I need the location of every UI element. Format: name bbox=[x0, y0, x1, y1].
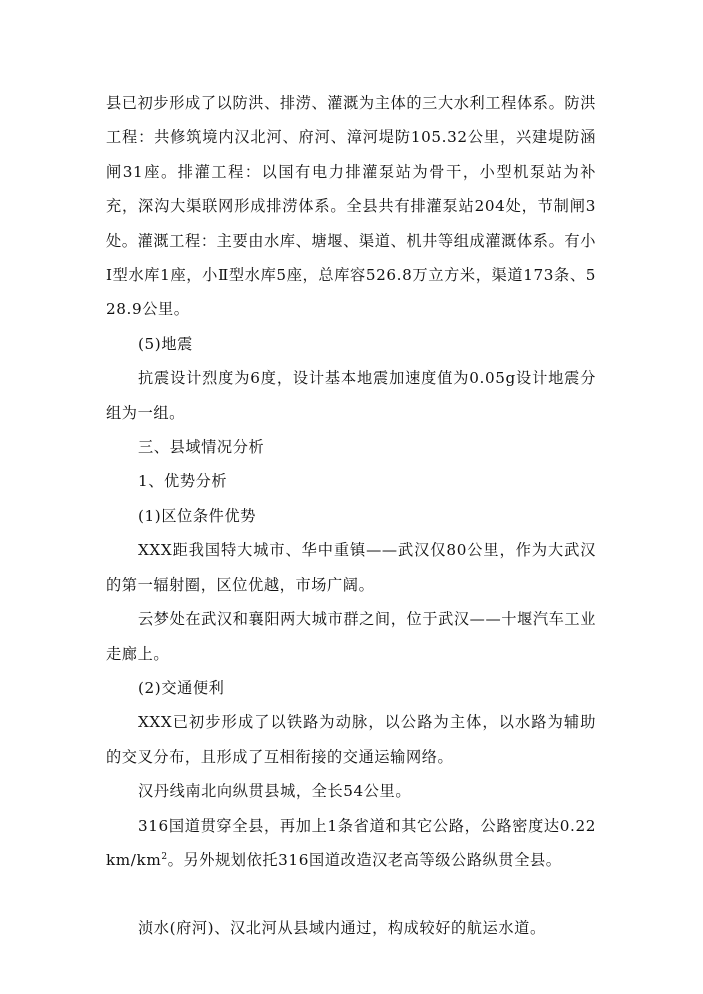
road-density-text-end: 。另外规划依托316国道改造汉老高等级公路纵贯全县。 bbox=[167, 850, 562, 869]
paragraph-road-density bbox=[106, 809, 596, 878]
heading-advantage-analysis: 1、优势分析 bbox=[138, 472, 228, 491]
heading-county-analysis: 三、县域情况分析 bbox=[138, 438, 265, 457]
paragraph-waterway: 浈水(府河)、汉北河从县域内通过，构成较好的航运水道。 bbox=[138, 919, 546, 938]
paragraph-handan-line: 汉丹线南北向纵贯县城，全长54公里。 bbox=[138, 782, 412, 801]
heading-transport: (2)交通便利 bbox=[138, 678, 225, 697]
paragraph-water-conservancy: 县已初步形成了以防洪、排涝、灌溉为主体的三大水利工程体系。防洪工程：共修筑境内汉北河、府河、漳河堤防105.32公里，兴建堤防涵闸31座。排灌工程：以国有电力排灌泵站为骨干，小型机泵站为补充，深沟大渠联网形成排涝体系。全县共有排灌泵站204处，节制闸3处。灌溉工程：主要由水库、塘堰、渠道、机井等组成灌溉体系。有小Ⅰ型水库1座，小Ⅱ型水库5座，总库容526.8万立方米，渠道173条、528.9公里。 bbox=[106, 94, 596, 319]
paragraph-transport-network: XXX已初步形成了以铁路为动脉，以公路为主体，以水路为辅助的交叉分布，且形成了互相衔接的交通运输网络。 bbox=[106, 713, 596, 766]
blank-line bbox=[106, 877, 596, 911]
document-body bbox=[106, 86, 596, 946]
heading-location-advantage: (1)区位条件优势 bbox=[138, 506, 257, 525]
superscript-2: 2 bbox=[161, 851, 168, 862]
paragraph-location-wuhan: XXX距我国特大城市、华中重镇——武汉仅80公里，作为大武汉的第一辐射圈，区位优越，市场广阔。 bbox=[106, 541, 596, 594]
heading-earthquake: (5)地震 bbox=[138, 334, 193, 353]
paragraph-location-yunmeng: 云梦处在武汉和襄阳两大城市群之间，位于武汉——十堰汽车工业走廊上。 bbox=[106, 610, 596, 663]
road-density-text: 316国道贯穿全县，再加上1条省道和其它公路，公路密度达0.22km/km bbox=[106, 816, 596, 869]
paragraph-seismic-design: 抗震设计烈度为6度，设计基本地震加速度值为0.05g设计地震分组为一组。 bbox=[106, 369, 596, 422]
